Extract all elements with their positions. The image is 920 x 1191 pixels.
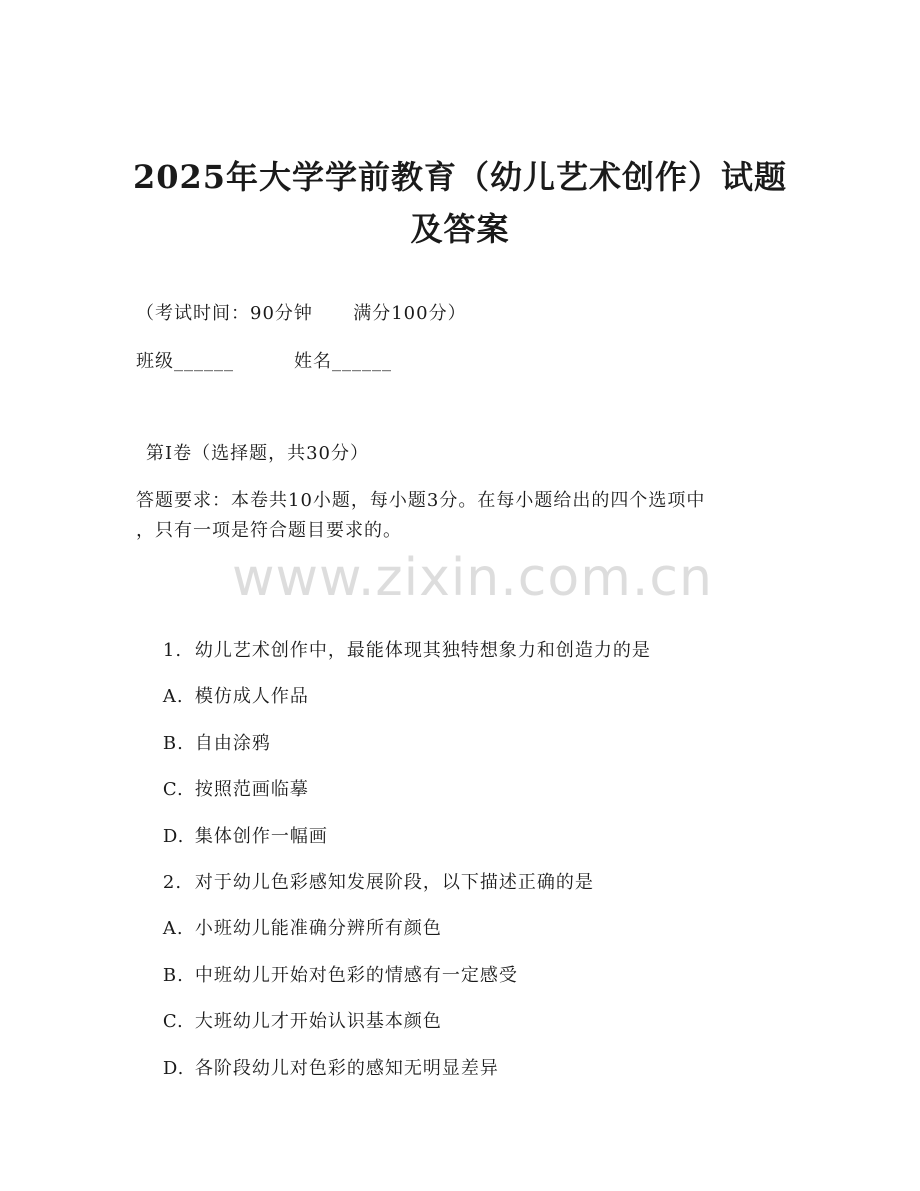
option-letter: B. [162,965,184,986]
option-text: 模仿成人作品 [194,686,309,707]
section-title: 第I卷（选择题，共30分） [146,443,370,464]
instructions-line-1: 答题要求：本卷共10小题，每小题3分。在每小题给出的四个选项中 [136,490,706,511]
option-text: 大班幼儿才开始认识基本颜色 [194,1011,442,1032]
document-title-line-1: 2025年大学学前教育（幼儿艺术创作）试题 [132,158,788,196]
option-text: 按照范画临摹 [194,779,309,800]
watermark: www.zixin.com.cn [232,548,713,608]
option-letter: A. [162,918,184,939]
exam-info: （考试时间：90分钟 满分100分） [136,303,467,324]
option-letter: C. [162,1011,184,1032]
option-letter: B. [162,733,184,754]
option-text: 各阶段幼儿对色彩的感知无明显差异 [194,1058,499,1079]
instructions-line-2: ，只有一项是符合题目要求的。 [136,520,402,541]
option-letter: C. [162,779,184,800]
name-field-label: 姓名______ [294,351,392,372]
question-number: 2. [162,872,183,893]
option-letter: A. [162,686,184,707]
option-text: 自由涂鸦 [194,733,271,754]
option-text: 中班幼儿开始对色彩的情感有一定感受 [194,965,518,986]
option-letter: D. [162,1058,185,1079]
question-text: 幼儿艺术创作中，最能体现其独特想象力和创造力的是 [194,640,651,661]
question-number: 1. [162,640,183,661]
option-text: 集体创作一幅画 [194,826,328,847]
question-text: 对于幼儿色彩感知发展阶段，以下描述正确的是 [194,872,594,893]
document-title-line-2: 及答案 [410,210,510,248]
question-2-option-d [136,1030,499,1108]
option-letter: D. [162,826,185,847]
class-field-label: 班级______ [136,351,234,372]
option-text: 小班幼儿能准确分辨所有颜色 [194,918,442,939]
